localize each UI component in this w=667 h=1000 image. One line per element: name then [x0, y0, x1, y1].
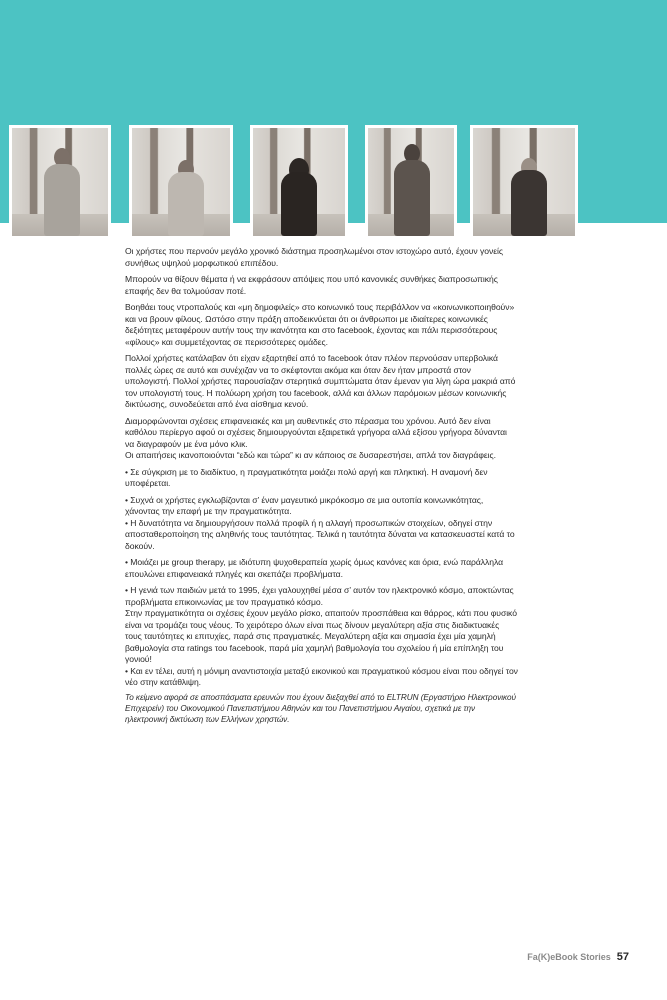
portrait-photo-5 [470, 125, 578, 239]
paragraph: Βοηθάει τους ντροπαλούς και «μη δημοφιλείς» στο κοινωνικό τους περιβάλλον να «κοινωνικοποιηθούν» και να βρουν φίλους. Ωστόσο στην πράξη αποδεικνύεται ότι οι άνθρωποι με ιδιαίτερες κοινωνικές δεξιότητες μεταφέρουν αυτήν τους την ικανότητα και στο facebook, έχοντας και πάλι περισσότερους «φίλους» και συμμετέχοντας σε περισσότερες ομάδες. [125, 302, 515, 347]
book-title: Fa(K)eBook Stories [527, 952, 611, 962]
paragraph: Διαμορφώνονται σχέσεις επιφανειακές και μη αυθεντικές στο πέρασμα του χρόνου. Αυτό δεν είναι καθόλου περίεργο αφού οι σχέσεις δημιουργούνται εξαιρετικά γρήγορα αλλά εξίσου γρήγορα δύνανται να διαγραφούν με ένα μόνο κλικ. [125, 415, 507, 449]
portrait-photo-3 [250, 125, 348, 239]
bullet-item: • Η δυνατότητα να δημιουργήσουν πολλά προφίλ ή η αλλαγή προσωπικών στοιχείων, οδηγεί στην αποσταθεροποίηση της αληθινής τους ταυτότητας. Τελικά η ταυτότητα δύναται να κατασκευαστεί κατά το δοκούν. [125, 517, 515, 551]
source-note: Το κείμενο αφορά σε αποσπάσματα ερευνών που έχουν διεξαχθεί από το ELTRUN (Εργαστήριο Ηλεκτρονικού Επιχειρείν) του Οικονομικού Πανεπιστήμιου Αθηνών και του Πανεπιστήμιου Αιγαίου, σχετικά με την ηλεκτρονική δικτύωση των Ελλήνων χρηστών. [125, 692, 516, 724]
paragraph: Οι απαιτήσεις ικανοποιούνται “εδώ και τώρα” κι αν κάποιος σε δυσαρεστήσει, απλά τον διαγράφεις. [125, 450, 496, 460]
bullet-item: Στην πραγματικότητα οι σχέσεις έχουν μεγάλο ρίσκο, απαιτούν προσπάθεια και θάρρος, κάτι που φυσικό είναι να τρομάζει τους νέους. Το χειρότερο όλων είναι πως δίνουν μεγαλύτερη αξία στις διαδικτυακές τους ταυτότητες κι επιτυχίες, παρά στις πραγματικές. Μεγαλύτερη αξία και σημασία έχει μία χαμηλή βαθμολογία στα ratings του facebook, παρά μία χαμηλή βαθμολογία του σχολείου ή μία επίπληξη του γονιού! [125, 608, 517, 664]
bullet-item: • Συχνά οι χρήστες εγκλωβίζονται σ’ έναν μαγευτικό μικρόκοσμο σε μια ουτοπία κοινωνικότητας, χάνοντας την επαφή με την πραγματικότητα. [125, 494, 484, 516]
paragraph: Πολλοί χρήστες κατάλαβαν ότι είχαν εξαρτηθεί από το facebook όταν πλέον περνούσαν υπερβολικά πολλές ώρες σε αυτό και συνέχιζαν να το σκέφτονται ακόμα και όταν δεν ήταν μπροστά στον υπολογιστή. Πολλοί χρήστες παρουσίαζαν στερητικά συμπτώματα όταν έμεναν για λίγη ώρα μακριά από τον υπολογιστή τους. Η πολύωρη χρήση του facebook, αλλά και άλλων παρόμοιων μέσων κοινωνικής δικτύωσης, συνοδεύεται από ένα αίσθημα κενού. [125, 353, 516, 409]
bullet-item: • Μοιάζει με group therapy, με ιδιότυπη ψυχοθεραπεία χωρίς όμως κανόνες και όρια, ενώ παράλληλα επουλώνει επιφανειακά πληγές και σκεπάζει προβλήματα. [125, 557, 504, 579]
portrait-photo-1 [9, 125, 111, 239]
bullet-item: • Η γενιά των παιδιών μετά το 1995, έχει γαλουχηθεί μέσα σ’ αυτόν τον ηλεκτρονικό κόσμο, αποκτώντας προβλήματα επικοινωνίας με τον πραγματικό κόσμο. [125, 585, 514, 607]
page-footer [527, 951, 629, 963]
paragraph: Μπορούν να θίξουν θέματα ή να εκφράσουν απόψεις που υπό κανονικές συνθήκες διαπροσωπικής επαφής δεν θα τολμούσαν ποτέ. [125, 274, 498, 296]
page-number: 57 [616, 951, 629, 963]
paragraph: Οι χρήστες που περνούν μεγάλο χρονικό διάστημα προσηλωμένοι στον ιστοχώρο αυτό, έχουν γονείς συνήθως υψηλού μορφωτικού επιπέδου. [125, 246, 503, 268]
portrait-photo-2 [129, 125, 233, 239]
bullet-item: • Σε σύγκριση με το διαδίκτυο, η πραγματικότητα μοιάζει πολύ αργή και πληκτική. Η αναμονή δεν υποφέρεται. [125, 466, 488, 488]
article-body [125, 246, 518, 730]
bullet-item: • Και εν τέλει, αυτή η μόνιμη αναντιστοιχία μεταξύ εικονικού και πραγματικού κόσμου είναι που οδηγεί τον νέο στην κατάθλιψη. [125, 665, 518, 687]
portrait-photo-4 [365, 125, 457, 239]
